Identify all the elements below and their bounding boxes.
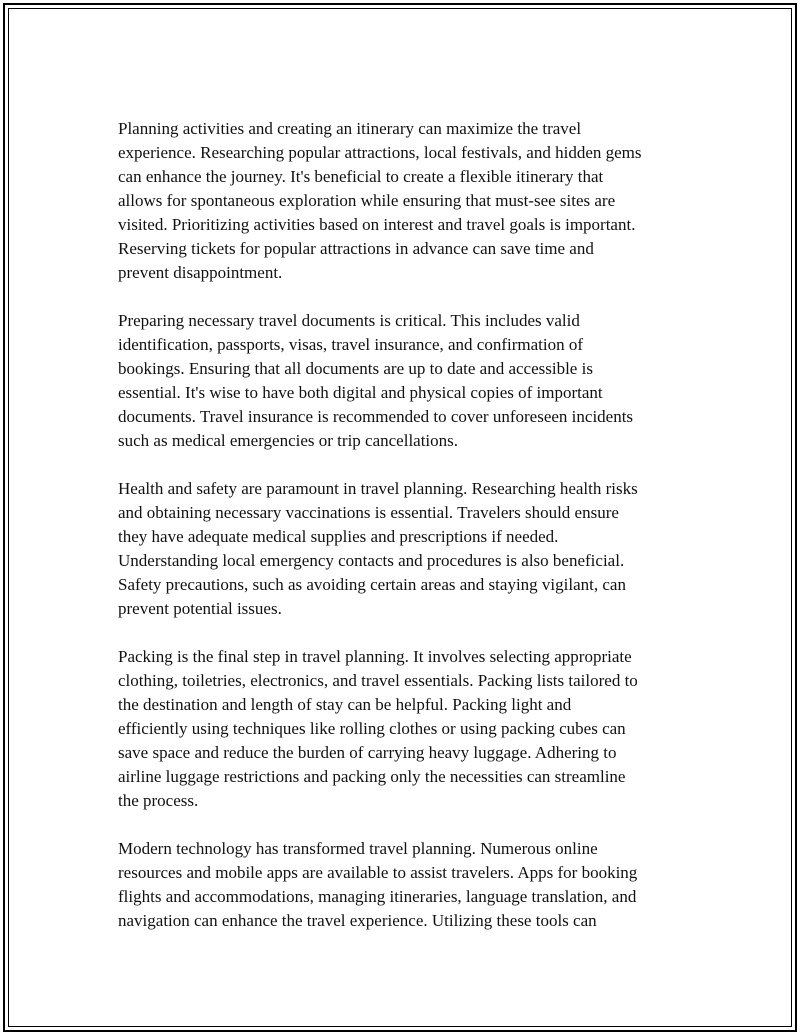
document-body: [118, 117, 698, 957]
paragraph-technology: Modern technology has transformed travel planning. Numerous online resources and mobile apps are available to assist travelers. Apps for booking flights and accommodations, managing itineraries, language translation, and navigation can enhance the travel experience. Utilizing these tools can: [118, 839, 638, 930]
paragraph-health-safety: Health and safety are paramount in travel planning. Researching health risks and obtaining necessary vaccinations is essential. Travelers should ensure they have adequate medical supplies and prescriptions if needed. Understanding local emergency contacts and procedures is also beneficial. Safety precautions, such as avoiding certain areas and staying vigilant, can prevent potential issues.: [118, 479, 638, 618]
paragraph-travel-documents: Preparing necessary travel documents is critical. This includes valid identification, passports, visas, travel insurance, and confirmation of bookings. Ensuring that all documents are up to date and accessible is essential. It's wise to have both digital and physical copies of important documents. Travel insurance is recommended to cover unforeseen incidents such as medical emergencies or trip cancellations.: [118, 311, 634, 450]
paragraph-packing: Packing is the final step in travel planning. It involves selecting appropriate clothing, toiletries, electronics, and travel essentials. Packing lists tailored to the destination and length of stay can be helpful. Packing light and efficiently using techniques like rolling clothes or using packing cubes can save space and reduce the burden of carrying heavy luggage. Adhering to airline luggage restrictions and packing only the necessities can streamline the process.: [118, 647, 638, 810]
paragraph-itinerary: Planning activities and creating an itinerary can maximize the travel experience. Researching popular attractions, local festivals, and hidden gems can enhance the journey. It's beneficial to create a flexible itinerary that allows for spontaneous exploration while ensuring that must-see sites are visited. Prioritizing activities based on interest and travel goals is important. Reserving tickets for popular attractions in advance can save time and prevent disappointment.: [118, 119, 642, 282]
